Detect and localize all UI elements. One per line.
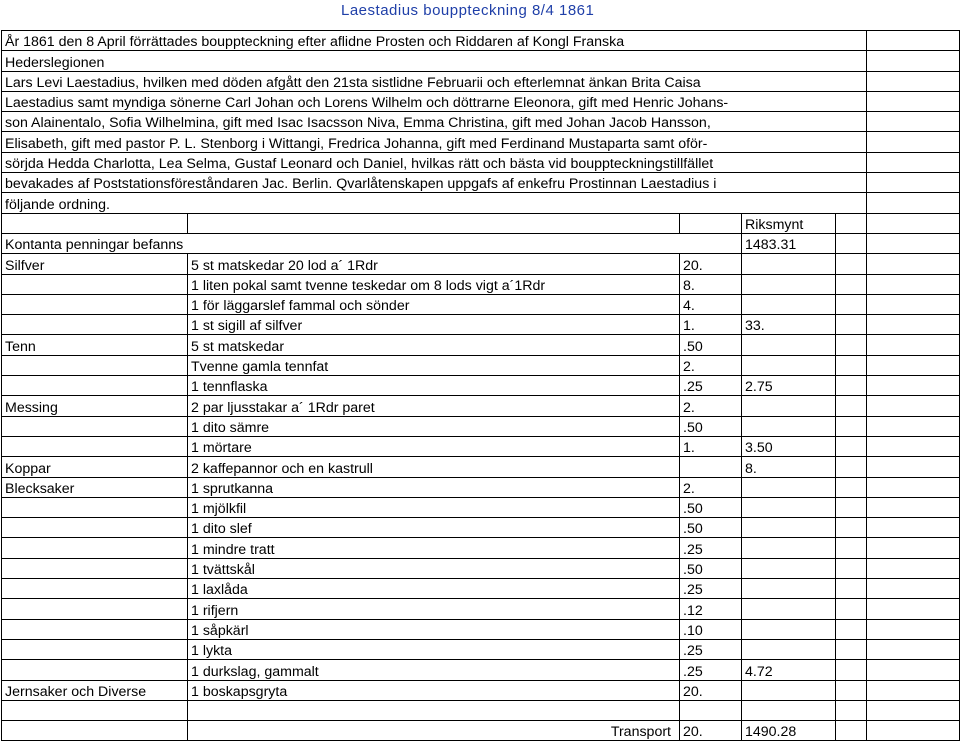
subtotal-cell — [742, 680, 836, 700]
value-cell: 20. — [680, 680, 742, 700]
paragraph-text: Hederslegionen — [2, 51, 867, 71]
blank-cell — [867, 579, 960, 599]
blank-cell — [836, 355, 867, 375]
kontanta-total: 1483.31 — [742, 233, 836, 253]
subtotal-cell — [742, 538, 836, 558]
category-cell: Jernsaker och Diverse — [2, 680, 188, 700]
blank-cell — [836, 416, 867, 436]
value-cell — [680, 457, 742, 477]
item-cell: 1 för läggarslef fammal och sönder — [188, 294, 680, 314]
blank-cell — [867, 254, 960, 274]
inventory-table — [1, 30, 960, 741]
item-cell: 1 såpkärl — [188, 619, 680, 639]
table-row — [2, 599, 960, 619]
value-cell: 2. — [680, 396, 742, 416]
category-cell — [2, 355, 188, 375]
category-cell — [2, 639, 188, 659]
value-cell: 20. — [680, 254, 742, 274]
blank-cell — [836, 538, 867, 558]
value-cell: 2. — [680, 355, 742, 375]
blank-cell — [836, 518, 867, 538]
value-cell: .50 — [680, 558, 742, 578]
table-row — [2, 315, 960, 335]
subtotal-cell — [742, 274, 836, 294]
item-cell: 1 durkslag, gammalt — [188, 660, 680, 680]
value-cell: .50 — [680, 518, 742, 538]
inventory-sheet — [1, 30, 959, 741]
blank-cell — [867, 619, 960, 639]
blank-cell — [867, 213, 960, 233]
item-cell: 1 lykta — [188, 639, 680, 659]
category-cell: Silfver — [2, 254, 188, 274]
kontanta-label: Kontanta penningar befanns — [2, 233, 742, 253]
value-cell: .10 — [680, 619, 742, 639]
paragraph-line — [2, 51, 960, 71]
subtotal-cell — [742, 355, 836, 375]
paragraph-text: Elisabeth, gift med pastor P. L. Stenborg i Wittangi, Fredrica Johanna, gift med Ferdinand Mustaparta samt oför- — [2, 132, 867, 152]
blank-cell — [836, 294, 867, 314]
transport-total: 1490.28 — [742, 721, 836, 741]
table-row — [2, 477, 960, 497]
blank-cell — [836, 233, 867, 253]
blank-cell — [836, 660, 867, 680]
paragraph-line — [2, 173, 960, 193]
item-cell: 1 mjölkfil — [188, 497, 680, 517]
blank-cell — [867, 396, 960, 416]
category-cell — [2, 436, 188, 456]
table-row — [2, 376, 960, 396]
value-cell: 2. — [680, 477, 742, 497]
item-cell: 5 st matskedar 20 lod a´ 1Rdr — [188, 254, 680, 274]
item-cell: 1 tennflaska — [188, 376, 680, 396]
blank-cell — [836, 213, 867, 233]
paragraph-text: son Alainentalo, Sofia Wilhelmina, gift med Isac Isacsson Niva, Emma Christina, gift med Johan Jacob Hansson, — [2, 112, 867, 132]
blank-cell — [836, 639, 867, 659]
blank-cell — [867, 660, 960, 680]
paragraph-line — [2, 193, 960, 213]
blank-cell — [2, 721, 188, 741]
value-cell: 1. — [680, 315, 742, 335]
item-cell: 1 dito slef — [188, 518, 680, 538]
paragraph-line — [2, 152, 960, 172]
blank-cell — [836, 680, 867, 700]
category-cell — [2, 274, 188, 294]
blank-cell — [188, 700, 680, 720]
paragraph-line — [2, 31, 960, 51]
category-cell — [2, 518, 188, 538]
table-row — [2, 639, 960, 659]
category-cell — [2, 599, 188, 619]
blank-cell — [867, 457, 960, 477]
blank-cell — [836, 254, 867, 274]
blank-cell — [867, 71, 960, 91]
paragraph-text: sörjda Hedda Charlotta, Lea Selma, Gustaf Leonard och Daniel, hvilkas rätt och bästa vid bouppteckningstillfället — [2, 152, 867, 172]
item-cell: Tvenne gamla tennfat — [188, 355, 680, 375]
blank-cell — [867, 274, 960, 294]
blank-cell — [680, 700, 742, 720]
table-row — [2, 355, 960, 375]
table-row — [2, 436, 960, 456]
empty-row — [2, 700, 960, 720]
blank-cell — [867, 335, 960, 355]
item-cell: 1 liten pokal samt tvenne teskedar om 8 lods vigt a´1Rdr — [188, 274, 680, 294]
table-row — [2, 294, 960, 314]
kontanta-row — [2, 233, 960, 253]
subtotal-cell — [742, 579, 836, 599]
blank-cell — [867, 700, 960, 720]
subtotal-cell — [742, 335, 836, 355]
table-row — [2, 335, 960, 355]
subtotal-cell: 4.72 — [742, 660, 836, 680]
riksmynt-label: Riksmynt — [742, 213, 836, 233]
blank-cell — [836, 315, 867, 335]
blank-cell — [836, 700, 867, 720]
blank-cell — [836, 457, 867, 477]
blank-cell — [867, 233, 960, 253]
blank-cell — [680, 213, 742, 233]
blank-cell — [2, 700, 188, 720]
blank-cell — [867, 132, 960, 152]
subtotal-cell — [742, 294, 836, 314]
blank-cell — [836, 579, 867, 599]
blank-cell — [867, 31, 960, 51]
blank-cell — [188, 213, 680, 233]
paragraph-line — [2, 112, 960, 132]
subtotal-cell — [742, 619, 836, 639]
value-cell: .25 — [680, 538, 742, 558]
blank-cell — [867, 193, 960, 213]
blank-cell — [867, 376, 960, 396]
transport-row — [2, 721, 960, 741]
paragraph-text: bevakades af Poststationsföreståndaren Jac. Berlin. Qvarlåtenskapen uppgafs af enkefru Prostinnan Laestadius i — [2, 173, 867, 193]
blank-cell — [867, 721, 960, 741]
category-cell — [2, 416, 188, 436]
value-cell: 8. — [680, 274, 742, 294]
category-cell: Messing — [2, 396, 188, 416]
blank-cell — [836, 477, 867, 497]
subtotal-cell — [742, 497, 836, 517]
table-row — [2, 518, 960, 538]
item-cell: 1 rifjern — [188, 599, 680, 619]
value-cell: 4. — [680, 294, 742, 314]
blank-cell — [836, 335, 867, 355]
subtotal-cell — [742, 396, 836, 416]
subtotal-cell — [742, 416, 836, 436]
category-cell — [2, 497, 188, 517]
category-cell — [2, 538, 188, 558]
table-row — [2, 579, 960, 599]
subtotal-cell: 3.50 — [742, 436, 836, 456]
blank-cell — [836, 721, 867, 741]
subtotal-cell — [742, 639, 836, 659]
blank-cell — [836, 497, 867, 517]
blank-cell — [836, 376, 867, 396]
document-title: Laestadius bouppteckning 8/4 1861 — [341, 2, 595, 19]
table-row — [2, 558, 960, 578]
item-cell: 2 kaffepannor och en kastrull — [188, 457, 680, 477]
item-cell: 1 st sigill af silfver — [188, 315, 680, 335]
category-cell: Tenn — [2, 335, 188, 355]
subtotal-cell: 2.75 — [742, 376, 836, 396]
category-cell: Blecksaker — [2, 477, 188, 497]
item-cell: 1 laxlåda — [188, 579, 680, 599]
blank-cell — [867, 477, 960, 497]
blank-cell — [867, 112, 960, 132]
item-cell: 1 dito sämre — [188, 416, 680, 436]
blank-cell — [867, 518, 960, 538]
item-cell: 1 mindre tratt — [188, 538, 680, 558]
category-cell — [2, 660, 188, 680]
blank-cell — [867, 497, 960, 517]
item-cell: 1 sprutkanna — [188, 477, 680, 497]
value-cell: .25 — [680, 579, 742, 599]
table-row — [2, 274, 960, 294]
category-cell — [2, 619, 188, 639]
value-cell: .25 — [680, 376, 742, 396]
blank-cell — [836, 558, 867, 578]
value-cell: .50 — [680, 416, 742, 436]
category-cell: Koppar — [2, 457, 188, 477]
table-row — [2, 416, 960, 436]
item-cell: 1 mörtare — [188, 436, 680, 456]
blank-cell — [867, 355, 960, 375]
value-cell: 1. — [680, 436, 742, 456]
category-cell — [2, 294, 188, 314]
blank-cell — [867, 91, 960, 111]
table-row — [2, 497, 960, 517]
blank-cell — [867, 152, 960, 172]
table-row — [2, 680, 960, 700]
value-cell: .50 — [680, 335, 742, 355]
blank-cell — [867, 436, 960, 456]
blank-cell — [836, 274, 867, 294]
table-row — [2, 538, 960, 558]
item-cell: 1 boskapsgryta — [188, 680, 680, 700]
blank-cell — [867, 639, 960, 659]
subtotal-cell — [742, 558, 836, 578]
paragraph-text: Lars Levi Laestadius, hvilken med döden afgått den 21sta sistlidne Februarii och efterlemnat änkan Brita Caisa — [2, 71, 867, 91]
blank-cell — [836, 396, 867, 416]
subtotal-cell — [742, 477, 836, 497]
paragraph-text: År 1861 den 8 April förrättades bouppteckning efter aflidne Prosten och Riddaren af Kongl Franska — [2, 31, 867, 51]
blank-cell — [836, 436, 867, 456]
blank-cell — [867, 416, 960, 436]
paragraph-line — [2, 132, 960, 152]
subtotal-cell — [742, 518, 836, 538]
blank-cell — [867, 315, 960, 335]
paragraph-text: följande ordning. — [2, 193, 867, 213]
table-row — [2, 254, 960, 274]
blank-cell — [867, 680, 960, 700]
value-cell: .50 — [680, 497, 742, 517]
category-cell — [2, 558, 188, 578]
blank-cell — [867, 599, 960, 619]
subtotal-cell — [742, 254, 836, 274]
blank-cell — [2, 213, 188, 233]
table-row — [2, 396, 960, 416]
blank-cell — [742, 700, 836, 720]
blank-cell — [867, 558, 960, 578]
item-cell: 5 st matskedar — [188, 335, 680, 355]
table-row — [2, 660, 960, 680]
subtotal-cell: 33. — [742, 315, 836, 335]
blank-cell — [836, 599, 867, 619]
item-cell: 2 par ljusstakar a´ 1Rdr paret — [188, 396, 680, 416]
blank-cell — [867, 538, 960, 558]
category-cell — [2, 315, 188, 335]
paragraph-line — [2, 91, 960, 111]
table-row — [2, 457, 960, 477]
category-cell — [2, 579, 188, 599]
riksmynt-header-row — [2, 213, 960, 233]
table-row — [2, 619, 960, 639]
blank-cell — [836, 619, 867, 639]
value-cell: .25 — [680, 639, 742, 659]
value-cell: .25 — [680, 660, 742, 680]
value-cell: .12 — [680, 599, 742, 619]
item-cell: 1 tvättskål — [188, 558, 680, 578]
subtotal-cell: 8. — [742, 457, 836, 477]
paragraph-text: Laestadius samt myndiga sönerne Carl Johan och Lorens Wilhelm och döttrarne Eleonora, gift med Henric Johans- — [2, 91, 867, 111]
transport-value: 20. — [680, 721, 742, 741]
category-cell — [2, 376, 188, 396]
blank-cell — [867, 51, 960, 71]
transport-label: Transport — [188, 721, 680, 741]
blank-cell — [867, 173, 960, 193]
subtotal-cell — [742, 599, 836, 619]
paragraph-line — [2, 71, 960, 91]
blank-cell — [867, 294, 960, 314]
